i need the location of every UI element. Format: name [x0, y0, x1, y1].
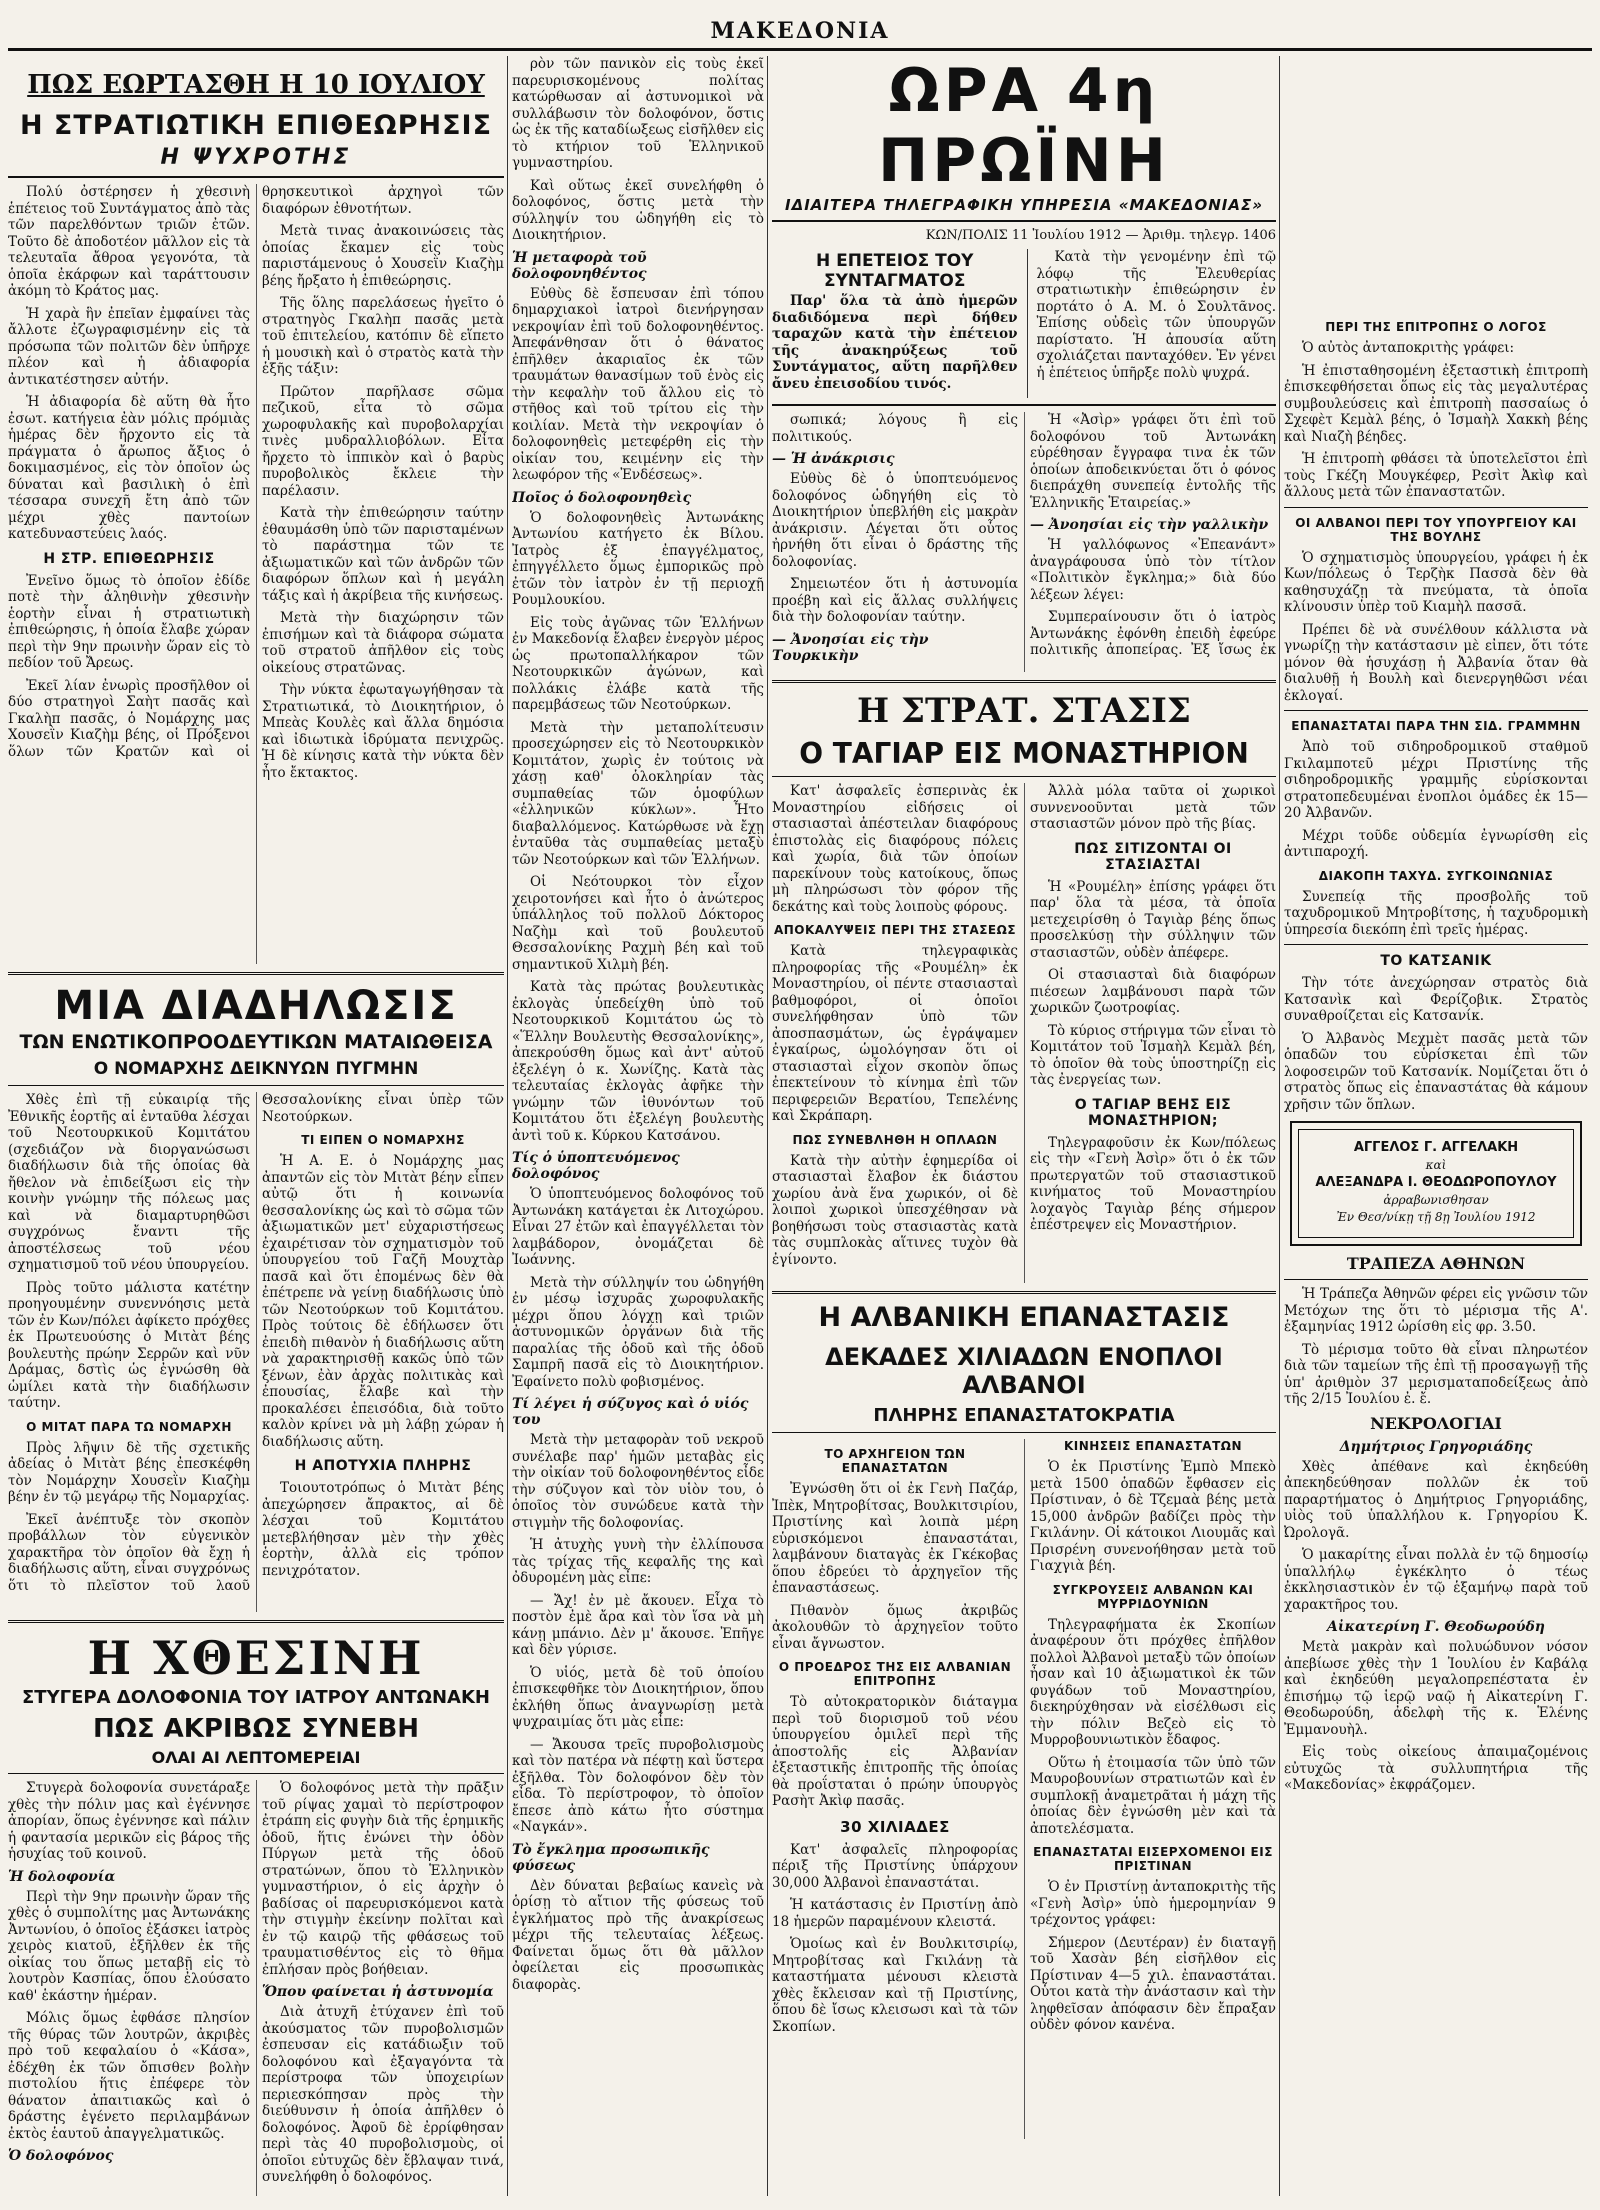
article-mutiny	[772, 783, 1276, 1283]
paragraph: Πρὸς τοῦτο μάλιστα κατέτην προηγουμένην συνεννόησις μετὰ τῶν ἐν Κων/πόλει ἀφίκετο πρόχθες ἐκ Πρωτευούσης ὁ Μιτὰτ βέης βουλευτὴς πρώην Σερρῶν καὶ νῦν Δράμας, δστὶς ὡς ἐγνώσθη θὰ ὡμίλει κατὰ τὴν διαδήλωσιν ταύτην.	[8, 1279, 250, 1411]
paragraph: Μετὰ τὴν μεταπολίτευσιν προσεχώρησεν εἰς τὸ Νεοτουρκικὸν Κομιτάτον, χωρὶς ἐν τούτοις νὰ χάσῃ καθ' ὁλοκληρίαν τὰς συμπαθείας τῶν ὁμοφύλων «ἑλληνικῶν κύκλων». Ἦτο διαβαλλόμενος. Κατώρθωσε νὰ ἔχῃ ἐνταῦθα τὰς συμπαθείας μεταξὺ τῶν Νεοτούρκων καὶ τῶν Ἑλλήνων.	[512, 719, 764, 868]
paragraph: Ἡ «Ἀσὶρ» γράφει ὅτι ἐπὶ τοῦ δολοφόνου τοῦ Ἀντωνάκη εὑρέθησαν ἔγγραφα τινα ἐκ τῶν ὁποίων ἀποδεικνύεται ὅτι ὁ φόνος διεπράχθη συνεπείᾳ ἐντολῆς τῆς Ἑλληνικῆς Ἑταιρείας.»	[1030, 412, 1276, 511]
masthead: ΜΑΚΕΔΟΝΙΑ	[710, 18, 890, 44]
paragraph: Ὁ δολοφόνος μετὰ τὴν πρᾶξιν τοῦ ρίψας χαμαὶ τὸ περίστροφον ἐτράπη εἰς φυγὴν διὰ τῆς ἐρημικῆς ὁδοῦ, ἥτις ἐνώνει τὴν ὁδὸν Πύργων μετὰ τῆς ὁδοῦ στρατώνων, ὅπου τὸ Ἑλληνικὸν γυμναστήριον, ὁ εἰς ἀρχὴν ὁ βαδίσας οἱ παρευρισκόμενοι κατὰ τὴν στιγμὴν ἐκείνην πολῖται καὶ ἐν τῷ καιρῷ τῆς φθάσεως τοῦ τραυματισθέντος εἰς τὸ θῆμα ἐπλήσαν πρὸς βοήθειαν.	[262, 1780, 504, 1978]
paragraph: Εὐθὺς δὲ ἔσπευσαν ἐπὶ τόπου δημαρχιακοὶ ἰατροὶ διενήργησαν νεκροψίαν ἐπὶ τοῦ δολοφονηθέντος. Ἀπεφάνθησαν ὅτι ὁ θάνατος ἐπῆλθεν ἀκαριαῖος ἐκ τῶν τραυμάτων θανασίμων τοῦ ἑνὸς εἰς τὴν κεφαλὴν τοῦ ἄλλου εἰς τὸ στῆθος καὶ τοῦ τρίτου εἰς τὴν κοιλίαν. Μετὰ τὴν νεκροψίαν ὁ δολοφονηθεὶς μετεφέρθη εἰς τὴν οἰκίαν του, κειμένην εἰς τὴν λεωφόρον τῆς «Ἐνδέσεως».	[512, 285, 764, 483]
paragraph: Ὁ ἐν Πριστίνῃ ἀνταποκριτὴς τῆς «Γενὴ Ἀσὶρ» ὑπὸ ἡμερομηνίαν 9 τρέχοντος γράφει:	[1030, 1879, 1276, 1928]
paragraph: Σήμερον (Δευτέραν) ἐν διαταγῇ τοῦ Χασὰν βέη εἰσῆλθον εἰς Πρίστιναν 4—5 χιλ. ἐπαναστάται. Οὗτοι κατὰ τὴν ἀνάστασιν καὶ τὴν ληφθεῖσαν ἀπόφασιν δὲν ἔπραξαν οὐδὲν φόνον κανένα.	[1030, 1934, 1276, 2033]
anniversary-right	[1027, 249, 1276, 398]
subhead-tayar-bey: Ο ΤΑΓΙΑΡ ΒΕΗΣ ΕΙΣ ΜΟΝΑΣΤΗΡΙΟΝ;	[1074, 1096, 1232, 1129]
rule	[772, 220, 1276, 222]
subhead-motive: Τὸ ἔγκλημα προσωπικῆς φύσεως	[512, 1841, 710, 1874]
engaged-name-1: ΑΓΓΕΛΟΣ Γ. ΑΓΓΕΛΑΚΗ	[1353, 1140, 1519, 1155]
paragraph: Σημειωτέον ὅτι ἡ ἀστυνομία προέβη καὶ εἰς ἄλλας συλλήψεις διὰ τὴν δολοφονίαν ταύτην.	[772, 576, 1018, 625]
paragraph: Κατὰ τὴν ἐπιθεώρησιν ταύτην ἐθαυμάσθη ὑπὸ τῶν παρισταμένων τὸ παράστημα τῶν τε ἀξιωματικῶν καὶ τῶν ἀνδρῶν τῶν διαφόρων ὅπλων καὶ ἡ μεγάλη τάξις καὶ ἡ ἀκρίβεια τῆς κινήσεως.	[262, 505, 504, 604]
paragraph: Τὴν νύκτα ἐφωταγωγήθησαν τὰ Στρατιωτικά, τὸ Διοικητήριον, ὁ Μπεὰς Κουλὲς καὶ ἄλλα δημόσια καὶ ἰδιωτικὰ ἱδρύματα πενιχρῶς. Ἡ δὲ κίνησις κατὰ τὴν νύκτα δὲν ἦτο ἔκτακτος.	[262, 682, 504, 781]
column-right	[1284, 312, 1588, 2210]
paragraph: Καὶ οὕτως ἐκεῖ συνελήφθη ὁ δολοφόνος, ὅστις μετὰ τὴν σύλληψίν του ὡδηγήθη εἰς τὸ Διοικητήριον.	[512, 177, 764, 243]
headline-mutiny: Η ΣΤΡΑΤ. ΣΤΑΣΙΣ	[857, 691, 1191, 731]
paragraph: Ἡ ἀδιαφορία δὲ αὕτη θὰ ἦτο ἐσωτ. κατήγεια ἐὰν μόλις πρόμιὰς ἡμέρας δὲν ἤρχοντο εἰς τὰ πράγματα ὁ ἄρωπος ἄξιος ὁ δοκιμασμένος, εἰς τὸν ὁποῖον ὡς δύναται καὶ βασιλικὴ ὁ ἐπὶ τέσσαρα συνεχῆ ἔτη ἀπὸ τῶν μέχρι χθὲς παντοίων κατεδυναστεύεις λαός.	[8, 394, 250, 542]
paragraph: Πρὸς λῆψιν δὲ τῆς σχετικῆς ἀδείας ὁ Μιτὰτ βέης ἐπεσκέφθη τὸν Νομάρχην Χουσεῒν Κιαζὴμ βέην ἐν τῷ μεγάρῳ τῆς Νομαρχίας.	[8, 1439, 250, 1505]
paragraph: Οὕτω ἡ ἐτοιμασία τῶν ὑπὸ τῶν Μαυροβουνίων στρατιωτῶν καὶ ἐν συμπλοκῇ ἀναμετρᾶται ἡ μάχη τῆς ὁποίας δὲν ἐγνώσθη μὲν καὶ τὰ ἀποτελέσματα.	[1030, 1754, 1276, 1837]
paragraph: Εἰς τοὺς ἀγῶνας τῶν Ἑλλήνων ἐν Μακεδονίᾳ ἔλαβεν ἐνεργὸν μέρος ὡς πρωτοπαλλήκαρον τῶν Νεοτουρκικῶν ἀγώνων, καὶ πολλάκις ἐλάβε κατὰ τῆς παρεμβάσεως τῶν Νεοτούρκων.	[512, 614, 764, 713]
paragraph: Πιθανὸν ὅμως ἀκριβῶς ἀκολουθῶν τὸ ἀρχηγεῖον τοῦτο εἶναι ἄγνωστον.	[772, 1602, 1018, 1652]
headline-murder: ΣΤΥΓΕΡΑ ΔΟΛΟΦΟΝΙΑ ΤΟΥ ΙΑΤΡΟΥ ΑΝΤΩΝΑΚΗ	[22, 1687, 490, 1708]
paragraph: Χθὲς ἀπέθανε καὶ ἐκηδεύθη ἀπεκηδεύθησαν πολλῶν ἐκ τοῦ παραρτήματος ὁ Δημήτριος Γρηγοριάδης, υἱὸς τοῦ ὑπαλλήλου κ. Γρηγορίου Κ. Ὠρολογᾶ.	[1284, 1458, 1588, 1541]
rule	[772, 680, 1276, 683]
subhead-turkish: — Ἀνοησίαι εἰς τὴν Τουρκικὴν	[772, 631, 929, 664]
paragraph: Εὐθὺς δὲ ὁ ὑποπτευόμενος δολοφόνος ὡδηγήθη εἰς τὸ Διοικητήριον ὑπεβλήθη εἰς μακρὰν ἀνάκρισιν. Λέγεται ὅτι οὗτος ἠρνήθη ὅτι εἶναι ὁ δράστης τῆς δολοφονίας.	[772, 471, 1018, 570]
article-demonstration	[8, 1092, 504, 1612]
headline-anniversary: Η ΕΠΕΤΕΙΟΣ ΤΟΥ ΣΥΝΤΑΓΜΑΤΟΣ	[815, 251, 974, 291]
column-middle-left	[512, 56, 764, 2196]
telegraph-service: ΙΔΙΑΙΤΕΡΑ ΤΗΛΕΓΡΑΦΙΚΗ ΥΠΗΡΕΣΙΑ «ΜΑΚΕΔΟΝΙΑΣ»	[785, 196, 1263, 214]
subhead-french: — Ἀνοησίαι εἰς τὴν γαλλικὴν	[1030, 517, 1269, 533]
paragraph: Μόλις ὅμως ἐφθάσε πλησίον τῆς θύρας τῶν λουτρῶν, ἀκριβὲς πρὸ τοῦ κεφαλαίου ὁ «Κάσα», ἐδέχθη ἐκ τῶν ὄπισθεν βολὴν πιστολίου ἥτις ἐπέφερε τὸν θάνατον ἀπαιτιακῶς καὶ ὁ δράστης ἐγένετο περιλαμβάνων ἐκτὸς ἑαυτοῦ ἀπαγγελματικῶς.	[8, 2010, 250, 2142]
paragraph: Τηλεγραφοῦσιν ἐκ Κων/πόλεως εἰς τὴν «Γενὴ Ἀσὶρ» ὅτι ὁ ἐκ τῶν πρωτεργατῶν τοῦ στασιαστικοῦ κινήματος τοῦ Μοναστηρίου λοχαγὸς Ταγιὰρ βέης σήμερον ἐπέστρεψεν εἰς Μοναστήριον.	[1030, 1134, 1276, 1233]
paragraph: Χθὲς ἐπὶ τῇ εὐκαιρίᾳ τῆς Ἐθνικῆς ἑορτῆς αἱ ἐνταῦθα λέσχαι τοῦ Νεοτουρκικοῦ Κομιτάτου (σχεδιάζον νὰ διοργανώσωσι διαδήλωσιν διὰ τῆς ὁποίας θὰ ἤθελον νὰ ἐπιδείξωσι εἰς τὴν κοινὴν γνώμην τῆς πόλεως μας καὶ νὰ διαμαρτυρηθῶσι συγχρόνως ἔναντι τῆς ἀποστέλσεως τοῦ νέου σχηματισμοῦ τοῦ νέου ὑπουργείου.	[8, 1092, 250, 1273]
paragraph: — Ἄχ! ἐν μὲ ἄκουεν. Εἶχα τὸ ποστὸν ἐμὲ ἄρα καὶ τὸν ἵσα νὰ μὴ κάνῃ μπάνιο. Δὲν μ' ἄκουσε. Ἐπῆγε καὶ δὲν γύρισε.	[512, 1592, 764, 1658]
dateline: ΚΩΝ/ΠΟΛΙΣ 11 Ἰουλίου 1912 — Ἀριθμ. τηλεγρ. 1406	[925, 228, 1276, 243]
article-albania	[772, 1439, 1276, 2139]
paragraph: Ἡ ἐπισταθησομένη ἐξεταστικὴ ἐπιτροπὴ ἐπισκεφθήσεται ὅπως εἰς τὰς μεγαλυτέρας συμβουλεύσεις καὶ ἐπιτροπὴ πασσαίως ὁ Σχεφὲτ Κεμὰλ βέης, ὁ Ἰσμαὴλ Χακκὴ βέης καὶ Νιαζὴ βέηδες.	[1284, 362, 1588, 445]
paragraph: Μετὰ τὴν διαχώρησιν τῶν ἐπισήμων καὶ τὰ διάφορα σώματα τοῦ στρατοῦ ἀπῆλθον εἰς τοὺς οἰκείους στρατῶνας.	[262, 610, 504, 676]
paragraph: Ἀπὸ τοῦ σιδηροδρομικοῦ σταθμοῦ Γκιλαμποτεῦ μέχρι Πριστίνης τῆς σιδηροδρομικῆς γραμμῆς εὑρίσκονται στρατοπεδευμέναι ἐνοπλοι ὁμάδες ἐκ 15—20 Ἀλβανῶν.	[1284, 739, 1588, 821]
subhead-transfer: Ἡ μεταφορὰ τοῦ δολοφονηθέντος	[512, 249, 647, 282]
engaged-and: καὶ	[1425, 1158, 1447, 1172]
rule	[8, 1773, 504, 1774]
subhead-murderer: Ὁ δολοφόνος	[8, 2148, 114, 2164]
article-review	[8, 184, 504, 964]
paragraph: Κατὰ τὴν γενομένην ἐπὶ τῷ λόφῳ τῆς Ἐλευθερίας στρατιωτικὴν ἐπιθεώρησιν ἐν πορτάτο ὁ Α. Μ. ὁ Σουλτᾶνος. Ἐπίσης οὐδεὶς τῶν ὑπουργῶν παρίστατο. Ἡ ἀπουσία αὕτη σχολιάζεται πανταχόθεν. Ἐν γένει ἡ ἑπέτειος ὑπῆρξε πολὺ ψυχρά.	[1036, 249, 1276, 381]
rule	[8, 972, 504, 975]
rule	[772, 404, 1276, 406]
subhead-review: Η ΣΤΡ. ΕΠΙΘΕΩΡΗΣΙΣ	[43, 550, 215, 567]
column-middle-right	[772, 56, 1276, 2196]
obituary-name-2: Αἰκατερίνη Γ. Θεοδωρούδη	[1327, 1619, 1545, 1635]
subhead-failure: Η ΑΠΟΤΥΧΙΑ ΠΛΗΡΗΣ	[294, 1458, 472, 1474]
paragraph: Συνεπείᾳ τῆς προσβολῆς τοῦ ταχυδρομικοῦ Μητροβίτσης, ἡ ταχυδρομικὴ ὑπηρεσία διεκόπη ἐπὶ τρεῖς ἡμέρας.	[1284, 888, 1588, 938]
subhead-movements: ΚΙΝΗΣΕΙΣ ΕΠΑΝΑΣΤΑΤΩΝ	[1063, 1439, 1243, 1453]
obituary-name-1: Δημήτριος Γρηγοριάδης	[1339, 1438, 1533, 1455]
headline-albanian-revolution: Η ΑΛΒΑΝΙΚΗ ΕΠΑΝΑΣΤΑΣΙΣ	[818, 1302, 1230, 1333]
paragraph: Ἡ κατάστασις ἐν Πριστίνῃ ἀπὸ 18 ἡμερῶν παραμένουν κλειστά.	[772, 1897, 1018, 1930]
headline-demonstration: ΜΙΑ ΔΙΑΔΗΛΩΣΙΣ	[54, 983, 458, 1029]
paragraph: Τηλεγραφήματα ἐκ Σκοπίων ἀναφέρουν ὅτι πρόχθες ἐπῆλθον πολλοὶ Ἀλβανοὶ μεταξὺ τῶν ὁποίων ἦσαν καὶ 10 ἀξιωματικοὶ ἐκ τῶν φυγάδων τοῦ Μοναστηρίου, διεκηρύχθησαν νὰ εἰσέλθωσι εἰς τὴν πόλιν Βεζεὸ εἰς τὸ Μυρροβουνιωτικὸν ἔδαφος.	[1030, 1616, 1276, 1748]
rule	[772, 1291, 1276, 1294]
paragraph: Ἡ «Ρουμέλη» ἐπίσης γράφει ὅτι παρ' ὅλα τὰ μέσα, τὰ ὁποῖα μετεχειρίσθη ὁ Ταγιὰρ βέης ὅπως προσελκύσῃ τὴν σύλληψιν τῶν στασιαστῶν, οὐδὲν ἀπέφερε.	[1030, 878, 1276, 961]
paragraph: Ἐνεῖνο ὅμως τὸ ὁποῖον ἐδίδε ποτὲ τὴν ἀληθινὴν χθεσινὴν ἑορτὴν εἶναι ἡ στρατιωτικὴ ἐπιθεώρησις, ἡ ὁποία ἔλαβε χώραν περὶ τὴν 9ην πρωινὴν ὥραν εἰς τὸ πεδίον τοῦ Ἄρεως.	[8, 572, 250, 671]
paragraph: Μέχρι τοῦδε οὐδεμία ἐγνωρίσθη εἰς ἀντιπαροχή.	[1284, 827, 1588, 860]
paragraph: Ἐκεῖ λίαν ἐνωρὶς προσῆλθον οἱ δύο στρατηγοὶ Σαὴτ πασᾶς καὶ Γκαλὴπ πασᾶς, ὁ Νομάρχης μας Χουσεῒν Κιαζὴμ βέης, οἱ Πρόξενοι ὅλων τῶν Κρατῶν καὶ οἱ θρησκευτικοὶ ἀρχηγοὶ τῶν διαφόρων ἐθνοτήτων.	[8, 184, 504, 760]
paragraph: Τὸ αὐτοκρατορικὸν διάταγμα περὶ τοῦ διορισμοῦ τοῦ νέου ὑπουργείου ὁμιλεῖ περὶ τῆς ἀποστολῆς εἰς Ἀλβανίαν ἐξεταστικῆς ἐπιτροπῆς τῆς ὁποίας θὰ προΐσταται ὁ πρώην ὑπουργὸς Ρασὴτ Ἀκὶφ πασᾶς.	[772, 1694, 1018, 1809]
engaged-place: Ἐν Θεσ/νίκῃ τῇ 8ῃ Ἰουλίου 1912	[1336, 1210, 1536, 1224]
rule	[8, 176, 504, 178]
paragraph: Ἡ ἀτυχὴς γυνὴ τὴν ἐλλίπουσα τὰς τρίχας τῆς κεφαλῆς της καὶ ὀδυρομένη μὰς εἶπε:	[512, 1537, 764, 1586]
headline-coldness: Η ΨΥΧΡΟΤΗΣ	[160, 145, 352, 170]
subhead-how: ΠΩΣ ΣΥΝΕΒΛΗΘΗ Η ΟΠΛΑΩΝ	[792, 1132, 998, 1147]
rule	[1284, 710, 1588, 711]
rule	[772, 776, 1276, 777]
paragraph: Μετὰ τὴν σύλληψίν του ὡδηγήθη ἐν μέσῳ ἰσχυρᾶς χωροφυλακῆς μέχρι ὅπου λόγχῃ καὶ τριῶν ἀστυνομικῶν ὀργάνων διὰ τῆς παραλίας τῆς ὁδοῦ καὶ τῆς ὁδοῦ Σαμπρῆ πασᾶ εἰς τὸ Διοικητήριον. Ἐφαίνετο πολὺ φοβισμένος.	[512, 1274, 764, 1390]
paragraph: Ὁ μακαρίτης εἶναι πολλὰ ἐν τῷ δημοσίῳ ὑπαλλήλῳ ἐγκέκλητο ὁ τέως ἐκκλησιαστικὸν ἐν τῷ ἑξαμήνῳ παρὰ τοῦ χαρακτῆρος του.	[1284, 1547, 1588, 1613]
paragraph: Τὴν τότε ἀνεχώρησαν στρατὸς διὰ Κατσανὶκ καὶ Φερίζοβικ. Στρατὸς συναθροίζεται εἰς Κατσανίκ.	[1284, 975, 1588, 1024]
headline-4am: ΩΡΑ 4η ΠΡΩΪΝΗ	[878, 56, 1170, 196]
paragraph: Δὲν δύναται βεβαίως κανεὶς νὰ ὁρίσῃ τὸ αἴτιον τῆς φύσεως τοῦ ἐγκλήματος πρὸ τῆς ἀνακρίσεως μέχρι τῆς τελευταίας λέξεως. Φαίνεται ὅμως ὅτι θὰ μᾶλλον ὀφείλεται εἰς προσωπικὰς διαφορὰς.	[512, 1877, 764, 1993]
headline-tayar: Ο ΤΑΓΙΑΡ ΕΙΣ ΜΟΝΑΣΤΗΡΙΟΝ	[799, 737, 1249, 770]
subhead-revelations: ΑΠΟΚΑΛΥΨΕΙΣ ΠΕΡΙ ΤΗΣ ΣΤΑΣΕΩΣ	[773, 923, 1017, 937]
paragraph: Οἱ στασιασταὶ διὰ διαφόρων πιέσεων λαμβάνουσι παρὰ τῶν χωρικῶν ζωοτροφίας.	[1030, 967, 1276, 1016]
paragraph: Παρ' ὅλα τὰ ἀπὸ ἡμερῶν διαδιδόμενα περὶ δήθεν ταραχῶν κατὰ τὴν ἐπέτειον τῆς ἀνακηρύξεως τοῦ Συντάγματος, αὕτη παρῆλθεν ἄνευ ἐπεισοδίου τινός.	[772, 293, 1018, 392]
headline-july10: ΠΩΣ ΕΩΡΤΑΣΘΗ Η 10 ΙΟΥΛΙΟΥ	[27, 70, 485, 100]
subhead-suspect: Τίς ὁ ὑποπτευόμενος δολοφόνος	[512, 1150, 680, 1182]
paragraph: Ὁμοίως καὶ ἐν Βουλκιτσιρίῳ, Μητροβίτσας καὶ Γκιλάνῃ τὰ καταστήματα μένουσι κλειστὰ χθὲς ἔκλεισαν καὶ τῇ Πριστίνης, ὅπου δὲ ἴσως κλεισωσι καὶ τὰ τῶν Σκοπίων.	[772, 1936, 1018, 2035]
column-divider	[507, 56, 508, 2196]
engaged-status: ἀρραβωνισθησαν	[1383, 1193, 1489, 1207]
rule	[772, 1432, 1276, 1433]
paragraph: Κατ' ἀσφαλεῖς ἐσπερινὰς ἐκ Μοναστηρίου εἰδήσεις οἱ στασιασταὶ ἀπέστειλαν διαφόρους ἐπιστολὰς εἰς διαφόρους πόλεις καὶ χωρία, διὰ τῶν ὁποίων παρεκίνουν τοὺς κατοίκους, ὅπως μὴ πληρώσωσι τὸν φόρον τῆς δεκάτης καὶ τοὺς λοιποὺς φόρους.	[772, 783, 1018, 915]
paragraph: Ὁ δολοφονηθεὶς Ἀντωνάκης Ἀντωνίου κατήγετο ἐκ Βίλου. Ἰατρὸς ἐξ ἐπαγγέλματος, ἐπηγγέλλετο ὅμως ἐμπορικῶς πρὸ ἐτῶν τὸν ἰατρὸν ἐν τῇ περιοχῇ Ρουμλουκίου.	[512, 509, 764, 608]
subhead-wife: Τί λέγει ἡ σύζυγος καὶ ὁ υἱός του	[512, 1396, 749, 1428]
paragraph: Ἡ ἐπιτροπὴ φθάσει τὰ ὑποτελεῖστοι ἐπὶ τοὺς Γκέζη Μουγκέφερ, Ρεσὶτ Ἀκὶφ καὶ ἄλλους μετὰ τῶν ἐπαναστατῶν.	[1284, 451, 1588, 500]
paragraph: Τὸ κύριος στήριγμα τῶν εἶναι τὸ Κομιτάτον τοῦ Ἰσμαὴλ Κεμὰλ βέη, τὸ ὁποῖον θὰ τοὺς ὑποστηρίζῃ εἰς τὰς ἐνεργείας των.	[1030, 1022, 1276, 1088]
paragraph: Πολύ ὀστέρησεν ἡ χθεσινὴ ἑπέτειος τοῦ Συντάγματος ἀπὸ τὰς τῶν παρελθόντων τριῶν ἐτῶν. Τοῦτο δὲ ἀποδοτέον μᾶλλον εἰς τὰ τελευταῖα ἄθροα γεγονότα, τὰ ὁποῖα ἐκάρφων καὶ ταράττουσιν ἀκόμη τὸ Κράτος μας.	[8, 184, 250, 299]
paragraph: Ἡ χαρὰ ἣν ἐπεῖαν ἐμφαίνει τὰς ἄλλοτε ἐζωγραφισμένην εἰς τὰ πρόσωπα τῶν πολιτῶν δὲν ὑπῆρχε πλέον καὶ ἡ ἀδιαφορία ἀντικατέστησεν αὐτήν.	[8, 305, 250, 388]
column-divider	[767, 56, 768, 2196]
rule	[8, 1085, 504, 1086]
paragraph: Τοιουτοτρόπως ὁ Μιτὰτ βέης ἀπεχώρησεν ἄπρακτος, αἱ δὲ λέσχαι τοῦ Κομιτάτου μετεβλήθησαν μὲν τὴν χθὲς ἑορτὴν, ἀλλὰ εἰς τρόπον πενιχρότατον.	[262, 1480, 504, 1579]
engagement-notice	[1290, 1121, 1582, 1246]
headline-details: ΟΛΑΙ ΑΙ ΛΕΠΤΟΜΕΡΕΙΑΙ	[151, 1748, 361, 1767]
subhead-commission: Ο ΠΡΟΕΔΡΟΣ ΤΗΣ ΕΙΣ ΑΛΒΑΝΙΑΝ ΕΠΙΤΡΟΠΗΣ	[778, 1660, 1012, 1688]
paragraph: Περὶ τὴν 9ην πρωινὴν ὥραν τῆς χθὲς ὁ συμπολίτης μας Ἀντωνάκης Ἀντωνίου, ὁ ὁποῖος ἐξάσκει ἰατρὸς χειρὸς κιατοῦ, ἐξῆλθεν ἐκ τῆς οἰκίας του ὅπως μεταβῇ εἰς τὸ λουτρὸν Κασπίας, ὅπου ἐλούσατο καθ' ἑκάστην ἡμέραν.	[8, 1888, 250, 2004]
headline-military-review: Η ΣΤΡΑΤΙΩΤΙΚΗ ΕΠΙΘΕΩΡΗΣΙΣ	[19, 110, 493, 141]
subhead-mitat: Ο ΜΙΤΑΤ ΠΑΡΑ ΤΩ ΝΟΜΑΡΧΗ	[26, 1419, 232, 1434]
paragraph: ρὸν τῶν πανικὸν εἰς τοὺς ἐκεῖ παρευρισκομένους πολίτας κατώρθωσαν αἱ ἀστυνομικοὶ νὰ συλλάβωσιν τὸν δολοφόνον, ὅστις ὡς ἐκ τῆς καταδίωξεως εἰσῆλθεν εἰς τὸ κτήριον τοῦ Ἑλληνικοῦ γυμναστηρίου.	[512, 56, 764, 171]
paragraph: Κατὰ τὴν αὐτὴν ἐφημερίδα οἱ στασιασταὶ ἔλαβον ἐκ διάστου χωρίου ἀνὰ ἕνα χωρικόν, οἱ δὲ λοιποὶ χωρικοὶ ὑπεσχέθησαν νὰ βοηθήσωσι τοὺς στασιαστὰς κατὰ τὰς συμπλοκὰς αἵτινες τυχὸν θὰ ἐγίνοντο.	[772, 1152, 1018, 1268]
subhead-entering: ΕΠΑΝΑΣΤΑΤΑΙ ΕΙΣΕΡΧΟΜΕΝΟΙ ΕΙΣ ΠΡΙΣΤΙΝΑΝ	[1033, 1845, 1273, 1873]
paragraph: Πρῶτον παρῆλασε σῶμα πεζικοῦ, εἶτα τὸ σῶμα χωροφυλακῆς καὶ πυροβολαρχίαι τινὲς μυδραλλιοβόλων. Εἶτα ἤρχετο τὸ ἱππικὸν καὶ ὁ βαρὺς πυροβολικὸς ἔκλειε τὴν παρέλασιν.	[262, 383, 504, 499]
subhead-murder: Ἡ δολοφονία	[8, 1868, 116, 1885]
rule	[1284, 507, 1588, 508]
subhead-ministry: ΟΙ ΑΛΒΑΝΟΙ ΠΕΡΙ ΤΟΥ ΥΠΟΥΡΓΕΙΟΥ ΚΑΙ ΤΗΣ ΒΟΥΛΗΣ	[1295, 515, 1577, 544]
paragraph: Μετὰ τὴν μεταφορὰν τοῦ νεκροῦ συνέλαβε παρ' ἡμῶν μεταβὰς εἰς τὴν οἰκίαν τοῦ δολοφονηθέντος εἶδε τὴν σύζυγον καὶ τὸν υἱὸν του, ὁ ὁποῖος τὸν συνώδευε κατὰ τὴν στιγμὴν τῆς δολοφονίας.	[512, 1432, 764, 1531]
rule	[8, 1620, 504, 1623]
subhead-commission-word: ΠΕΡΙ ΤΗΣ ΕΠΙΤΡΟΠΗΣ Ο ΛΟΓΟΣ	[1325, 320, 1547, 334]
paragraph: Κατὰ τηλεγραφικὰς πληροφορίας τῆς «Ρουμέλη» ἐκ Μοναστηρίου, οἱ πέντε στασιασταὶ βαθμοφόροι, οἱ ὁποῖοι συνελήφθησαν ὑπὸ τῶν ἀποσπασμάτων, ὡς ἐγράψαμεν ἐγκαίρως, ὡμολόγησαν ὅτι οἱ στασιασταὶ εἶχον σκοπὸν ὅπως ἐπεκτείνουν τὸ κίνημα ἐπὶ τῶν περιφερειῶν Βερατίου, Τεπελένης καὶ Σκράπαρη.	[772, 943, 1018, 1124]
paragraph: Ὁ σχηματισμὸς ὑπουργείου, γράφει ἡ ἐκ Κων/πόλεως ὁ Τερζὴκ Πασσὰ δὲν θὰ καθησυχάζῃ τὰ πνεύματα, τὰ ὁποῖα κλίνουσιν ὑπὲρ τοῦ Κιαμὴλ πασσᾶ.	[1284, 549, 1588, 615]
paragraph: Ἀλλὰ μόλα ταῦτα οἱ χωρικοὶ συννενοοῦνται μετὰ τῶν στασιαστῶν μόνον πρὸ τῆς βίας.	[1030, 783, 1276, 832]
subhead-postal: ΔΙΑΚΟΠΗ ΤΑΧΥΔ. ΣΥΓΚΟΙΝΩΝΙΑΣ	[1318, 868, 1554, 883]
subhead-victim: Ποῖος ὁ δολοφονηθεὶς	[512, 489, 692, 506]
subhead-headquarters: ΤΟ ΑΡΧΗΓΕΙΟΝ ΤΩΝ ΕΠΑΝΑΣΤΑΤΩΝ	[824, 1447, 966, 1475]
paragraph: Ἡ γαλλόφωνος «Ἐπεανάντ» ἀναγράφουσα ὑπὸ τὸν τίτλον «Πολιτικὸν ἔγκλημα;» διὰ δύο λέξεων λέγει:	[1030, 537, 1276, 603]
paragraph: Πρέπει δὲ νὰ συνέλθουν κάλλιστα νὰ γνωρίζῃ τὴν κατάστασιν μὲ εἰπεν, ὅτι τότε μόνον θὰ ἡσυχάσῃ ἡ Ἀλβανία ὅταν θὰ διαλυθῇ ἡ Βουλὴ καὶ διενεργηθῶσι νέαι ἐκλογαί.	[1284, 621, 1588, 704]
paragraph: Ὁ ὑποπτευόμενος δολοφόνος τοῦ Ἀντωνάκη κατάγεται ἐκ Λιτοχώρου. Εἶναι 27 ἐτῶν καὶ ἐπαγγέλλεται τὸν λαμβάδορον, ὀνομάζεται δὲ Ἰωάννης.	[512, 1186, 764, 1268]
subhead-railway: ΕΠΑΝΑΣΤΑΤΑΙ ΠΑΡΑ ΤΗΝ ΣΙΔ. ΓΡΑΜΜΗΝ	[1291, 719, 1581, 733]
rule	[1284, 944, 1588, 945]
headline-armed-albanians: ΔΕΚΑΔΕΣ ΧΙΛΙΑΔΩΝ ΕΝΟΠΛΟΙ ΑΛΒΑΝΟΙ	[825, 1343, 1223, 1399]
paragraph: Μετὰ μακρὰν καὶ πολυώδυνον νόσον ἀπεβίωσε χθὲς τὴν 1 Ἰουλίου ἐν Καβάλᾳ καὶ ἐκηδεύθη μεγαλοπρεπέστατα ἐν ἐπισήμῳ τῷ ἱερῷ ναῷ ἡ Αἰκατερίνη Γ. Θεοδωρούδη, ἀδελφὴ τῆς κ. Ἑλένης Ἐμμανουὴλ.	[1284, 1639, 1588, 1738]
headline-how: ΠΩΣ ΑΚΡΙΒΩΣ ΣΥΝΕΒΗ	[92, 1714, 420, 1744]
article-murder	[8, 1780, 504, 2196]
paragraph: Συμπεραίνουσιν ὅτι ὁ ἰατρὸς Ἀντωνάκης ἐφόνθη ἐπειδὴ ἐφεύρε πολιτικῆς ἀποπείρας. Ἐξ ἴσως ἐκ	[1030, 609, 1276, 658]
paragraph: Τὸ μέρισμα τοῦτο θὰ εἶναι πληρωτέον διὰ τῶν ταμείων τῆς ἐπὶ τῇ προσαγωγῇ τῆς ὑπ' ἀριθμὸν 37 μερισματαποδείξεως ἀπὸ τῆς 2/15 Ἰουλίου ἐ. ἔ.	[1284, 1341, 1588, 1407]
paragraph: Ἡ Α. Ε. ὁ Νομάρχης μας ἀπαντῶν εἰς τὸν Μιτὰτ βέην εἶπεν αὐτῷ ὅτι ἡ κοινωνία θεσσαλονίκης ὡς καὶ τὸ σῶμα τῶν ἀξιωματικῶν μετ' εὐχαριστήσεως ἐχαιρέτισαν τὸν σχηματισμὸν τοῦ ὑπουργείου τοῦ Γαζῆ Μουχτὰρ πασᾶ καὶ ὅτι ἐπομένως δὲν θὰ ἐπέτρεπε νὰ γείνῃ διαδήλωσις ὑπὸ τῶν Νεοτούρκων τοῦ Κομιτάτου. Πρὸς τούτοις δὲ ἐδήλωσεν ὅτι ἐπειδὴ πιθανὸν ἡ διαδήλωσις αὕτη νὰ χαρακτηρισθῇ κακῶς ὑπὸ τῶν ξένων, ἐὰν ἀρχὰς πολιτικὰς καὶ ἐπουσίας, ἔλαβε καὶ τὴν προκαλέσει ἐπεισόδια, διὰ τοῦτο καλὸν κρίνει νὰ μὴ λάβῃ χώραν ἡ διαδήλωσις αὕτη.	[262, 1153, 504, 1450]
column-left	[8, 56, 504, 2196]
anniversary-block	[772, 249, 1276, 398]
paragraph: Στυγερὰ δολοφονία συνετάραξε χθὲς τὴν πόλιν μας καὶ ἐγέννησε ἀπορίαν, ὅπως ἐγέννησε καὶ πάλιν ἡ φαντασία μερικῶν εἰς βάρος τῆς ἡσυχίας τοῦ κοινοῦ.	[8, 1780, 250, 1862]
subhead-katsanik: ΤΟ ΚΑΤΣΑΝΙΚ	[1380, 953, 1492, 969]
paragraph: Ὁ υἱός, μετὰ δὲ τοῦ ὁποίου ἐπισκεφθῆκε τὸν Διοικητήριον, ὅπου ἐκλήθη ὅπως ἀναγνωρίσῃ μετὰ ψυχραιμίας ὅτι μὰς εἶπε:	[512, 1664, 764, 1730]
subhead-prefect-said: ΤΙ ΕΙΠΕΝ Ο ΝΟΜΑΡΧΗΣ	[301, 1133, 465, 1147]
subhead-police: Ὅπου φαίνεται ἡ ἀστυνομία	[262, 1984, 494, 2000]
paragraph: Ἡ Τράπεζα Ἀθηνῶν φέρει εἰς γνῶσιν τῶν Μετόχων της ὅτι τὸ μέρισμα τῆς Α'. ἑξαμηνίας 1912 ὡρίσθη εἰς φρ. 3.50.	[1284, 1286, 1588, 1335]
paragraph: Κατ' ἀσφαλεῖς πληροφορίας πέριξ τῆς Πριστίνης ὑπάρχουν 30,000 Ἀλβανοὶ ἐπαναστάται.	[772, 1841, 1018, 1891]
paragraph: Οἱ Νεότουρκοι τὸν εἶχον χειροτονήσει καὶ ἦτο ὁ ἀνώτερος ὑπάλληλος τοῦ πολλοῦ Δόκτορος Ναζὴμ καὶ τοῦ βουλευτοῦ Θεσσαλονίκης Ραχμὴ βέη καὶ τοῦ σημαντικοῦ Χιλμὴ βέη.	[512, 874, 764, 973]
subhead-inquiry: — Ἡ ἀνάκρισις	[772, 451, 895, 467]
rule	[1284, 1279, 1588, 1280]
paragraph: Τῆς ὅλης παρελάσεως ἡγεῖτο ὁ στρατηγὸς Γκαλὴπ πασᾶς μετὰ τοῦ ἐπιτελείου, κατόπιν δὲ εἵπετο ἡ μουσικὴ καὶ ὁ στρατὸς κατὰ τὴν ἑξῆς τάξιν:	[262, 295, 504, 377]
paragraph: — Ἄκουσα τρεῖς πυροβολισμοὺς καὶ τὸν πατέρα νὰ πέφτῃ καὶ ὕστερα ἐξῆλθα. Τὸν δολοφόνον δὲν τὸν εἶδα. Τὸ περίστροφον, τὸ ὁποῖον ἔπεσε ἀπὸ κάτω ἦτο σύστημα «Ναγκάν».	[512, 1736, 764, 1835]
paragraph: Ὁ αὐτὸς ἀνταποκριτὴς γράφει:	[1302, 340, 1515, 356]
paragraph: Ὁ Ἀλβανὸς Μεχμὲτ πασᾶς μετὰ τῶν ὁπαδῶν του εὑρίσκεται ἐπὶ τῶν λοφοσειρῶν τοῦ Κατσανίκ. Νομίζεται ὅτι ὁ στρατὸς ὅπως εἰς ἐπαναστάτας θὰ κάμουν χρῆσιν τῶν ὅπλων.	[1284, 1030, 1588, 1113]
engagement-notice-inner	[1298, 1129, 1574, 1238]
headline-demonstration-sub: ΤΩΝ ΕΝΩΤΙΚΟΠΡΟΟΔΕΥΤΙΚΩΝ ΜΑΤΑΙΩΘΕΙΣΑ	[19, 1031, 493, 1053]
paragraph: σωπικά; λόγους ἢ εἰς πολιτικούς.	[772, 412, 1018, 445]
masthead-rule	[8, 48, 1592, 51]
engaged-name-2: ΑΛΕΞΑΝΔΡΑ Ι. ΘΕΟΔΩΡΟΠΟΥΛΟΥ	[1315, 1175, 1557, 1190]
subhead-30000: 30 ΧΙΛΙΑΔΕΣ	[840, 1817, 950, 1836]
headline-bank: ΤΡΑΠΕΖΑ ΑΘΗΝΩΝ	[1346, 1254, 1526, 1273]
headline-rebel-rule: ΠΛΗΡΗΣ ΕΠΑΝΑΣΤΑΤΟΚΡΑΤΙΑ	[873, 1405, 1175, 1426]
article-continuation	[772, 412, 1276, 672]
paragraph: Εἰς τοὺς οἰκείους ἀπαιμαζομένοις εὐτυχῶς τὰ συλλυπητήρια τῆς «Μακεδονίας» ἐκφράζομεν.	[1284, 1744, 1588, 1793]
column-divider	[1279, 56, 1280, 2196]
paragraph: Διὰ ἀτυχῆ ἐτύχανεν ἐπὶ τοῦ ἀκούσματος τῶν πυροβολισμῶν ἐσπευσαν εἰς κατάδιωξιν τοῦ δολοφόνου καὶ ἐξαγαγόντα τὰ περίστροφα τῶν ὑποχειρίων περιεσκόπησαν πρὸς τὴν διεύθυνσιν ἡ ὁποία ἀπῆλθεν ὁ δολοφόνος. Ἀφοῦ δὲ ἐρρίφθησαν περὶ τὰς 40 πυροβολισμοὺς, οἱ ὁποῖοι εὐτυχῶς δὲν ἔβλαψαν τινά, συνελήφθη ὁ δολοφόνος.	[262, 2004, 504, 2185]
subhead-clashes: ΣΥΓΚΡΟΥΣΕΙΣ ΑΛΒΑΝΩΝ ΚΑΙ ΜΥΡΡΙΔΟΥΝΙΩΝ	[1052, 1582, 1254, 1611]
headline-yesterday: Η ΧΘΕΣΙΝΗ	[87, 1631, 425, 1685]
paragraph: Ἐγνώσθη ὅτι οἱ ἐκ Γενὴ Παζάρ, Ἰπὲκ, Μητροβίτσας, Βουλκιτσιρίου, Πριστίνης καὶ λοιπὰ μέρη εὑρισκόμενοι ἐπαναστάται, λαμβάνουν διαταγὰς ἐκ Γκέκοβας ὅπου ἐδρεύει τὸ ἀρχηγεῖον τῆς ἐπαναστάσεως.	[772, 1481, 1018, 1596]
paragraph: Μετὰ τινας ἀνακοινώσεις τὰς ὁποίας ἔκαμεν εἰς τοὺς παριστάμενους ὁ Χουσεῒν Κιαζὴμ βέης ἤρξατο ἡ ἐπιθεώρησις.	[262, 223, 504, 289]
paragraph: Κατὰ τὰς πρώτας βουλευτικὰς ἐκλογὰς ὑπεδείχθη ὑπὸ τοῦ Νεοτουρκικοῦ Κομιτάτου ὡς τὸ «Ἕλλην Βουλευτὴς Θεσσαλονίκης», ἀπεκρούσθη ὅμως καὶ ἀντ' αὐτοῦ ἐξελέγη ὁ κ. Χωνίζης. Κατὰ τὰς τελευταίας ἐκλογὰς ἀφῆκε τὴν γνώμην τῶν ἰθυνόντων τοῦ Κομιτάτου ὅτι ἐξελέγη βουλευτὴς ἀντὶ τοῦ κ. Κύρκου Κατσάνου.	[512, 979, 764, 1144]
anniversary-left	[772, 249, 1017, 398]
paragraph: Ἐκεῖ ἀνέπτυξε τὸν σκοπὸν προβάλλων τὸν εὐγενικὸν χαρακτῆρα τὸν ὁποῖον θὰ ἔχῃ ἡ διαδήλωσις αὕτη, εἶναι συγχρόνως ὅτι τὸ πλεῖστον τοῦ λαοῦ Θεσσαλονίκης εἶναι ὑπὲρ τῶν Νεοτούρκων.	[8, 1092, 504, 1594]
paragraph: Ὁ ἐκ Πριστίνης Ἐμπὸ Μπεκὸ μετὰ 1500 ὁπαδῶν ἔφθασεν εἰς Πρίστιναν, ὁ δὲ Τζεμαὰ βέης μετὰ 15,000 ἀνδρῶν βαδίζει πρὸς τὴν Γκιλάνην. Οἱ κάτοικοι Λιουμᾶς καὶ Πρισρένη συνενοήθησαν μετὰ τοῦ Γιαχγιὰ βέη.	[1030, 1459, 1276, 1574]
headline-obituaries: ΝΕΚΡΟΛΟΓΙΑΙ	[1370, 1413, 1502, 1433]
subhead-supplies: ΠΩΣ ΣΙΤΙΖΟΝΤΑΙ ΟΙ ΣΤΑΣΙΑΣΤΑΙ	[1074, 840, 1232, 873]
headline-prefect: Ο ΝΟΜΑΡΧΗΣ ΔΕΙΚΝΥΩΝ ΠΥΓΜΗΝ	[93, 1059, 419, 1079]
